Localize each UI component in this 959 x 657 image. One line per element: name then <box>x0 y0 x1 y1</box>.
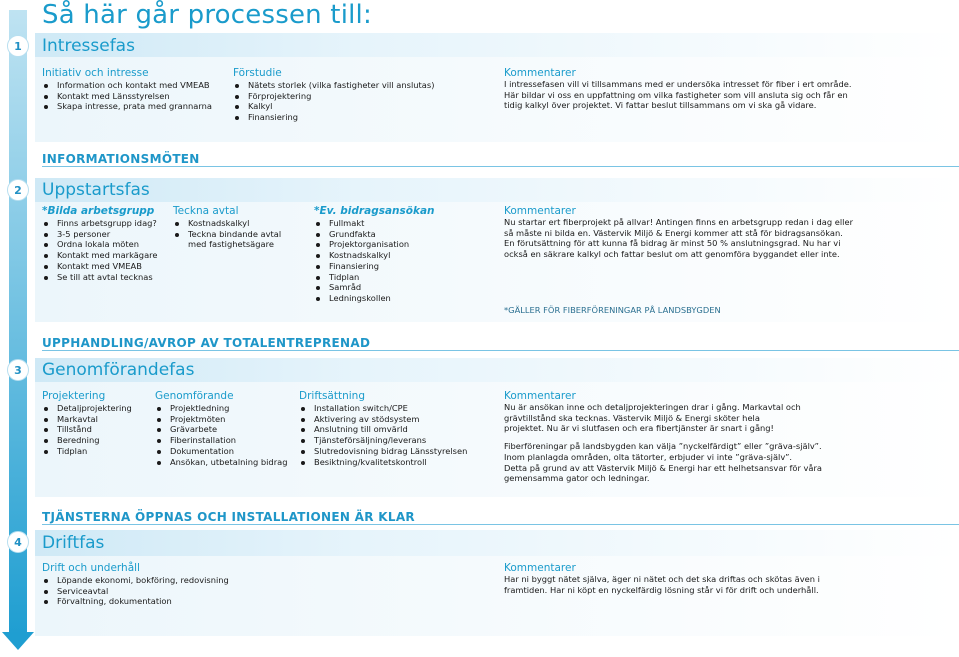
list-item: Besiktning/kvalitetskontroll <box>299 457 467 468</box>
phase-2-header-band <box>35 178 959 202</box>
list-item: Löpande ekonomi, bokföring, redovisning <box>42 575 229 586</box>
column-heading: Initiativ och intresse <box>42 67 149 79</box>
list-item: Kontakt med VMEAB <box>42 261 158 272</box>
comment-line: också en säkrare kalkyl och fattar beslut om att genomföra byggandet eller inte. <box>504 249 840 260</box>
list-item: Finns arbetsgrupp idag? <box>42 218 158 229</box>
comment-line: framtiden. Har ni köpt en nyckelfärdig lösning står vi för drift och underhåll. <box>504 584 819 595</box>
list-item: Skapa intresse, prata med grannarna <box>42 101 212 112</box>
list-item: med fastighetsägare <box>188 239 274 250</box>
column-heading: Drift och underhåll <box>42 562 140 574</box>
phase-3-comments <box>504 390 822 484</box>
list-item: Aktivering av stödsystem <box>299 414 467 425</box>
list-item: Detaljprojektering <box>42 403 132 414</box>
comment-line: Har ni byggt nätet själva, äger ni nätet och det ska driftas och skötas även i <box>504 574 820 584</box>
list-item: Beredning <box>42 435 132 446</box>
separator-line <box>42 524 959 525</box>
list-item: Nätets storlek (vilka fastigheter vill anslutas) <box>233 80 434 91</box>
list-item: Installation switch/CPE <box>299 403 467 414</box>
list-item: Serviceavtal <box>42 586 229 597</box>
separator-informationsmoten: INFORMATIONSMÖTEN <box>42 152 200 166</box>
list-item: Finansiering <box>233 112 434 123</box>
list-item: Slutredovisning bidrag Länsstyrelsen <box>299 446 467 457</box>
phase-1-column-2 <box>233 67 434 123</box>
list-item: Ordna lokala möten <box>42 239 158 250</box>
phase-4-header-band <box>35 530 959 556</box>
timeline-arrow-icon <box>2 632 34 650</box>
list-item: Tillstånd <box>42 424 132 435</box>
list-item: Fullmakt <box>314 218 435 229</box>
list-item: Finansiering <box>314 261 435 272</box>
list-item: Grävarbete <box>155 424 287 435</box>
list-item: Projektledning <box>155 403 287 414</box>
list-item: Ansökan, utbetalning bidrag <box>155 457 287 468</box>
list-item: Ledningskollen <box>314 293 435 304</box>
comment-line: Inom planlagda områden, olta tätorter, erbjuder vi inte ”gräva-själv”. <box>504 451 793 462</box>
phase-1-number: 1 <box>7 35 29 57</box>
list-item: Dokumentation <box>155 446 287 457</box>
comment-line: så måste ni bilda en. Västervik Miljö & Energi kommer att stå för bidragsansökan. <box>504 227 843 238</box>
comment-heading: Kommentarer <box>504 562 576 574</box>
comment-line: gemensamma gator och ledningar. <box>504 473 650 484</box>
list-item: Kostnadskalkyl <box>173 218 281 229</box>
list-item: Samråd <box>314 282 435 293</box>
phase-1-title: Intressefas <box>42 36 135 56</box>
list-item: Projektorganisation <box>314 239 435 250</box>
phase-2-column-1 <box>42 205 158 282</box>
list-item: Projektmöten <box>155 414 287 425</box>
phase-2-column-2 <box>173 205 281 250</box>
comment-line: En förutsättning för att kunna få bidrag är minst 50 % anslutningsgrad. Nu har vi <box>504 238 841 249</box>
list-item: Grundfakta <box>314 229 435 240</box>
comment-line: grävtillstånd ska tecknas. Västervik Miljö & Energi sköter hela <box>504 412 760 423</box>
comment-heading: Kommentarer <box>504 390 576 402</box>
list-item: Tjänsteförsäljning/leverans <box>299 435 467 446</box>
phase-2-note: *GÄLLER FÖR FIBERFÖRENINGAR PÅ LANDSBYGDEN <box>504 305 721 315</box>
phase-1-column-1 <box>42 67 212 112</box>
list-item: Tidplan <box>314 272 435 283</box>
column-heading: *Ev. bidragsansökan <box>314 205 435 217</box>
page-title: Så här går processen till: <box>42 0 372 30</box>
list-item: Fiberinstallation <box>155 435 287 446</box>
phase-3-column-1 <box>42 390 132 457</box>
comment-spacer <box>504 434 822 441</box>
list-item: Förvaltning, dokumentation <box>42 596 229 607</box>
phase-2-comments <box>504 205 853 260</box>
column-heading: Genomförande <box>155 390 234 402</box>
column-heading: Förstudie <box>233 67 282 79</box>
comment-line: Fiberföreningar på landsbygden kan välja ”nyckelfärdigt” eller ”gräva-själv”. <box>504 441 822 452</box>
phase-4-number: 4 <box>7 531 29 553</box>
list-item: Se till att avtal tecknas <box>42 272 158 283</box>
list-item: Kostnadskalkyl <box>314 250 435 261</box>
phase-4-column-1 <box>42 562 229 607</box>
phase-3-number: 3 <box>7 359 29 381</box>
list-item: Information och kontakt med VMEAB <box>42 80 212 91</box>
comment-line: tidig kalkyl över projektet. Vi fattar beslut tillsammans om vi ska gå vidare. <box>504 100 817 111</box>
list-item: 3-5 personer <box>42 229 158 240</box>
phase-2-column-3 <box>314 205 435 304</box>
phase-3-column-3 <box>299 390 467 467</box>
phase-2-title: Uppstartsfas <box>42 180 150 200</box>
phase-3-title: Genomförandefas <box>42 360 195 380</box>
list-item: Markavtal <box>42 414 132 425</box>
separator-tjansterna-oppnas: TJÄNSTERNA ÖPPNAS OCH INSTALLATIONEN ÄR KLAR <box>42 510 415 524</box>
comment-line: Här bildar vi oss en uppfattning om vilka fastigheter som vill ansluta sig och får en <box>504 89 848 100</box>
comment-heading: Kommentarer <box>504 67 576 79</box>
comment-heading: Kommentarer <box>504 205 576 217</box>
column-heading: Driftsättning <box>299 390 365 402</box>
list-item: Kalkyl <box>233 101 434 112</box>
comment-line: projektet. Nu är vi slutfasen och era fibertjänster är snart i gång! <box>504 423 774 434</box>
list-item: Kontakt med markägare <box>42 250 158 261</box>
separator-line <box>42 350 959 351</box>
column-heading: Teckna avtal <box>173 205 239 217</box>
list-item: Förprojektering <box>233 91 434 102</box>
list-item: Teckna bindande avtal <box>173 229 281 240</box>
list-item: Anslutning till omvärld <box>299 424 467 435</box>
phase-2-number: 2 <box>7 179 29 201</box>
phase-4-title: Driftfas <box>42 533 105 553</box>
comment-line: I intressefasen vill vi tillsammans med er undersöka intresset för fiber i ert område. <box>504 79 852 89</box>
phase-4-comments <box>504 562 820 595</box>
separator-line <box>42 166 959 167</box>
comment-line: Nu är ansökan inne och detaljprojekteringen drar i gång. Markavtal och <box>504 402 801 412</box>
list-item: Kontakt med Länsstyrelsen <box>42 91 212 102</box>
phase-3-column-2 <box>155 390 287 467</box>
comment-line: Detta på grund av att Västervik Miljö & Energi har ett helhetsansvar för våra <box>504 462 822 473</box>
column-heading: *Bilda arbetsgrupp <box>42 205 155 217</box>
list-item: Tidplan <box>42 446 132 457</box>
column-heading: Projektering <box>42 390 106 402</box>
phase-1-comments <box>504 67 852 111</box>
separator-upphandling: UPPHANDLING/AVROP AV TOTALENTREPRENAD <box>42 336 371 350</box>
comment-line: Nu startar ert fiberprojekt på allvar! Antingen finns en arbetsgrupp redan i dag eller <box>504 217 853 227</box>
phase-1-header-band <box>35 33 959 57</box>
